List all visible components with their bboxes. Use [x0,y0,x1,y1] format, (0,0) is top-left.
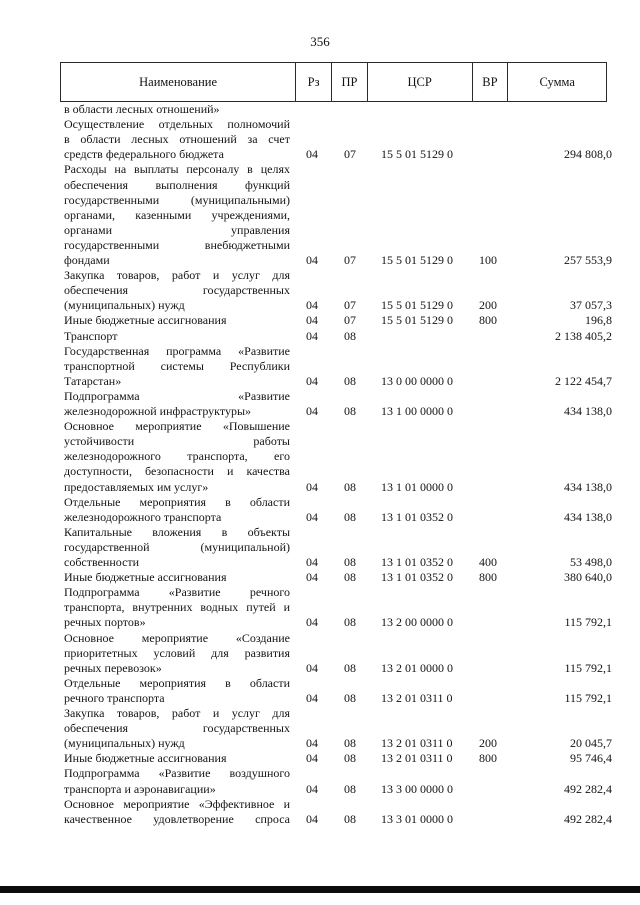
row-rz: 04 [306,751,318,766]
row-vr: 100 [479,253,497,267]
table-row [64,419,612,433]
header-rz: Рз [296,63,332,101]
row-rz: 04 [306,555,318,569]
row-name: речного транспорта [64,690,165,705]
row-name: Основное мероприятие «Создание [64,630,290,645]
table-row [64,147,612,161]
row-name: Закупка товаров, работ и услуг для [64,706,290,720]
row-pr: 08 [344,736,356,751]
row-pr: 08 [344,570,356,585]
row-name: Подпрограмма «Развитие речного [64,585,290,600]
row-csr: 13 1 01 0000 0 [381,479,453,494]
table-row [64,464,612,478]
row-sum: 380 640,0 [564,570,612,585]
row-pr: 08 [344,751,356,766]
table-row [64,600,612,614]
row-sum: 294 808,0 [564,147,612,162]
row-name: Капитальные вложения в объекты [64,524,290,539]
row-rz: 04 [306,509,318,524]
row-name: транспорта и аэронавигации» [64,781,216,796]
header-name: Наименование [61,63,296,101]
header-pr: ПР [332,63,368,101]
row-name: железнодорожного транспорта, его [64,449,290,464]
row-name: Отдельные мероприятия в области [64,675,290,690]
table-row [64,102,612,116]
row-pr: 07 [344,313,356,328]
row-sum: 434 138,0 [564,509,612,524]
table-row [64,540,612,554]
row-name: Транспорт [64,328,118,343]
row-name: приоритетных условий для развития [64,645,290,660]
table-row [64,223,612,237]
row-name: органами, казенными учреждениями, [64,207,290,222]
row-rz: 04 [306,660,318,675]
table-row [64,721,612,735]
table-row [64,208,612,222]
row-vr: 400 [479,555,497,569]
table-row [64,510,612,524]
row-rz: 04 [306,253,318,267]
row-name: в области лесных отношений» [64,102,220,116]
row-rz: 04 [306,404,318,418]
table-row [64,313,612,327]
row-csr: 13 2 01 0311 0 [381,751,453,766]
table-row [64,449,612,463]
row-name: Расходы на выплаты персоналу в целях [64,162,290,177]
row-sum: 115 792,1 [564,660,612,675]
table-row [64,404,612,418]
table-row [64,615,612,629]
table-row [64,374,612,388]
table-row [64,298,612,312]
row-sum: 2 138 405,2 [555,328,612,343]
row-name: обеспечения выполнения функций [64,177,290,192]
row-sum: 2 122 454,7 [555,373,612,388]
row-name: речных портов» [64,615,146,630]
row-name: Иные бюджетные ассигнования [64,751,227,766]
row-csr: 13 1 01 0352 0 [381,509,453,524]
row-csr: 13 2 00 0000 0 [381,615,453,630]
row-csr: 15 5 01 5129 0 [381,313,453,328]
row-rz: 04 [306,570,318,585]
row-csr: 13 1 00 0000 0 [381,404,453,418]
row-pr: 08 [344,404,356,418]
row-pr: 08 [344,373,356,388]
table-row [64,525,612,539]
row-name: Закупка товаров, работ и услуг для [64,268,290,283]
row-csr: 15 5 01 5129 0 [381,147,453,162]
row-sum: 492 282,4 [564,781,612,796]
table-row [64,736,612,750]
row-vr: 800 [479,570,497,585]
row-name: обеспечения государственных [64,283,290,298]
row-pr: 08 [344,555,356,569]
row-pr: 08 [344,328,356,343]
row-name: транспорта, внутренних водных путей и [64,600,290,615]
table-row [64,797,612,811]
row-sum: 492 282,4 [564,811,612,826]
row-pr: 08 [344,615,356,630]
row-name: Государственная программа «Развитие [64,343,290,358]
row-rz: 04 [306,298,318,313]
row-name: государственными (муниципальными) [64,192,290,207]
row-csr: 15 5 01 5129 0 [381,253,453,267]
table-row [64,782,612,796]
row-rz: 04 [306,373,318,388]
row-sum: 95 746,4 [570,751,612,766]
row-pr: 08 [344,690,356,705]
table-row [64,193,612,207]
row-csr: 15 5 01 5129 0 [381,298,453,313]
row-sum: 53 498,0 [570,555,612,569]
table-row [64,585,612,599]
table-row [64,283,612,297]
row-sum: 196,8 [585,313,612,328]
row-pr: 08 [344,509,356,524]
row-name: устойчивости работы [64,434,290,449]
row-name: Подпрограмма «Развитие [64,388,290,403]
row-sum: 434 138,0 [564,479,612,494]
row-name: фондами [64,253,110,267]
row-name: средств федерального бюджета [64,147,224,162]
row-name: Осуществление отдельных полномочий [64,117,290,132]
row-vr: 800 [479,313,497,328]
table-row [64,646,612,660]
table-header [60,62,607,102]
row-name: государственной (муниципальной) [64,539,290,554]
table-row [64,132,612,146]
row-name: (муниципальных) нужд [64,298,185,313]
row-name: речных перевозок» [64,660,162,675]
row-rz: 04 [306,328,318,343]
row-rz: 04 [306,781,318,796]
row-name: органами управления [64,222,290,237]
table-row [64,344,612,358]
row-sum: 434 138,0 [564,404,612,418]
row-name: (муниципальных) нужд [64,736,185,751]
scan-bottom-border [0,886,640,893]
table-row [64,268,612,282]
row-vr: 200 [479,736,497,751]
row-sum: 115 792,1 [564,615,612,630]
row-rz: 04 [306,615,318,630]
table-row [64,555,612,569]
table-row [64,117,612,131]
row-sum: 115 792,1 [564,690,612,705]
table-row [64,766,612,780]
table-row [64,238,612,252]
row-name: обеспечения государственных [64,721,290,736]
row-pr: 07 [344,147,356,162]
row-name: железнодорожного транспорта [64,509,222,524]
table-row [64,359,612,373]
row-pr: 07 [344,298,356,313]
row-rz: 04 [306,811,318,826]
row-sum: 20 045,7 [570,736,612,751]
row-csr: 13 2 01 0311 0 [381,736,453,751]
row-rz: 04 [306,736,318,751]
table-row [64,253,612,267]
table-row [64,661,612,675]
row-rz: 04 [306,147,318,162]
table-row [64,706,612,720]
table-row [64,162,612,176]
header-sum: Сумма [539,74,575,89]
row-sum: 257 553,9 [564,253,612,267]
table-row [64,676,612,690]
row-rz: 04 [306,479,318,494]
table-row [64,178,612,192]
row-name: Основное мероприятие «Эффективное и [64,796,290,811]
table-row [64,329,612,343]
row-name: предоставляемых им услуг» [64,479,209,494]
row-name: собственности [64,555,140,569]
header-csr: ЦСР [368,63,473,101]
row-pr: 08 [344,781,356,796]
page-number: 356 [310,34,330,49]
row-name: Основное мероприятие «Повышение [64,419,290,434]
row-csr: 13 3 01 0000 0 [381,811,453,826]
row-csr: 13 3 00 0000 0 [381,781,453,796]
row-pr: 08 [344,479,356,494]
row-name: в области лесных отношений за счет [64,132,290,147]
row-name: Отдельные мероприятия в области [64,494,290,509]
row-name: качественное удовлетворение спроса [64,811,290,826]
row-csr: 13 1 01 0352 0 [381,555,453,569]
table-row [64,691,612,705]
row-pr: 08 [344,811,356,826]
row-vr: 800 [479,751,497,766]
table-row [64,495,612,509]
row-vr: 200 [479,298,497,313]
row-name: государственными внебюджетными [64,237,290,252]
row-name: доступности, безопасности и качества [64,464,290,479]
row-name: Иные бюджетные ассигнования [64,313,227,328]
row-rz: 04 [306,313,318,328]
table-row [64,389,612,403]
row-pr: 08 [344,660,356,675]
row-pr: 07 [344,253,356,267]
row-csr: 13 0 00 0000 0 [381,373,453,388]
row-csr: 13 2 01 0000 0 [381,660,453,675]
row-rz: 04 [306,690,318,705]
row-name: Иные бюджетные ассигнования [64,570,227,585]
table-row [64,480,612,494]
row-name: Татарстан» [64,373,122,388]
table-row [64,812,612,826]
header-vr: ВР [473,63,509,101]
row-csr: 13 1 01 0352 0 [381,570,453,585]
table-row [64,631,612,645]
table-row [64,434,612,448]
row-name: железнодорожной инфраструктуры» [64,404,252,418]
table-row [64,751,612,765]
row-name: Подпрограмма «Развитие воздушного [64,766,290,781]
row-csr: 13 2 01 0311 0 [381,690,453,705]
row-name: транспортной системы Республики [64,358,290,373]
table-row [64,570,612,584]
row-sum: 37 057,3 [570,298,612,313]
